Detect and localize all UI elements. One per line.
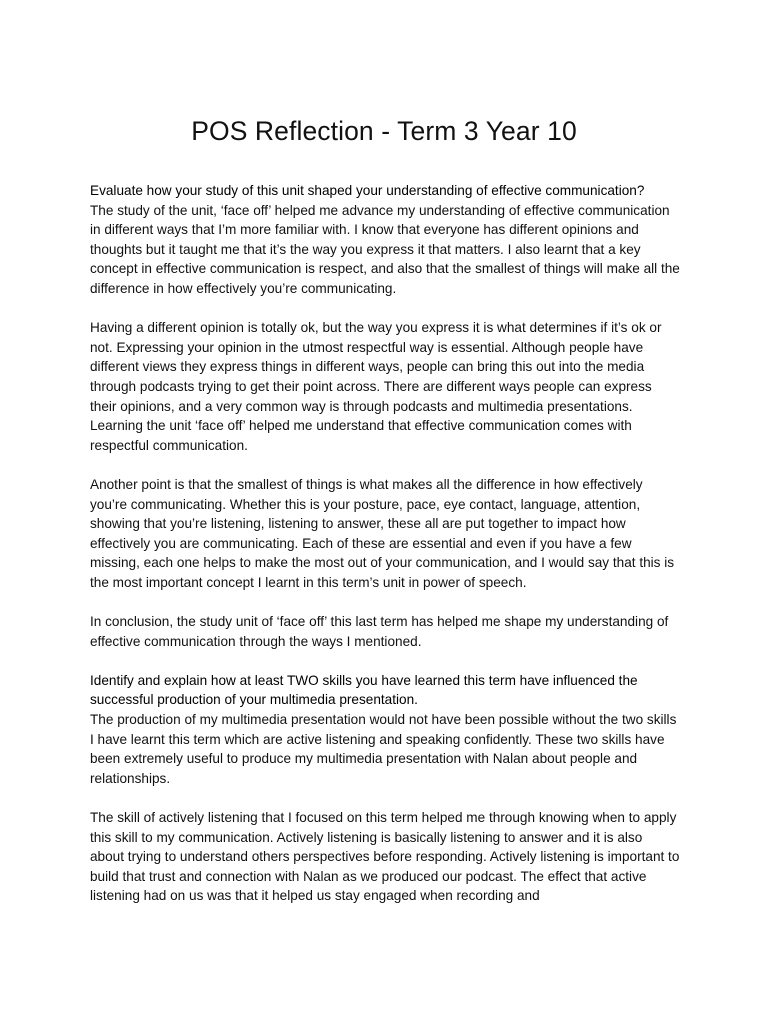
section-2-paragraph-2: The skill of actively listening that I focused on this term helped me through knowing when to apply this skill to my communication. Actively listening is basically listening to answer and it is also about trying to understand others perspectives before responding. Actively listening is important to build that trust and connection with Nalan as we produced our podcast. The effect that active listening had on us was that it helped us stay engaged when recording and — [90, 810, 680, 904]
section-1-paragraph-3: Another point is that the smallest of things is what makes all the difference in how effectively you’re communicating. Whether this is your posture, pace, eye contact, language, attention, showing that you’re listening, listening to answer, these all are put together to impact how effectively you are communicating. Each of these are essential and even if you have a few missing, each one helps to make the most out of your communication, and I would say that this is the most important concept I learnt in this term’s unit in power of speech. — [90, 476, 675, 590]
document-title: POS Reflection - Term 3 Year 10 — [191, 116, 577, 146]
section-1-paragraph-1: The study of the unit, ‘face off’ helped me advance my understanding of effective communication in different ways that I’m more familiar with. I know that everyone has different opinions and thoughts but it taught me that it’s the way you express it that matters. I also learnt that a key concept in effective communication is respect, and also that the smallest of things will make all the difference in how effectively you’re communicating. — [90, 202, 680, 296]
section-1-paragraph-4: In conclusion, the study unit of ‘face off’ this last term has helped me shape my understanding of effective communication through the ways I mentioned. — [90, 614, 669, 649]
document-body — [90, 181, 680, 906]
section-1-question: Evaluate how your study of this unit shaped your understanding of effective communication? — [90, 183, 645, 198]
section-2-paragraph-1: The production of my multimedia presentation would not have been possible without the two skills I have learnt this term which are active listening and speaking confidently. These two skills have been extremely useful to produce my multimedia presentation with Nalan about people and relationships. — [90, 712, 677, 786]
section-2-question: Identify and explain how at least TWO skills you have learned this term have influenced the successful production of your multimedia presentation. — [90, 672, 638, 708]
section-1-paragraph-2: Having a different opinion is totally ok, but the way you express it is what determines if it’s ok or not. Expressing your opinion in the utmost respectful way is essential. Although people have different views they express things in different ways, people can bring this out into the media through podcasts trying to get their point across. There are different ways people can express their opinions, and a very common way is through podcasts and multimedia presentations. Learning the unit ‘face off’ helped me understand that effective communication comes with respectful communication. — [90, 320, 662, 453]
